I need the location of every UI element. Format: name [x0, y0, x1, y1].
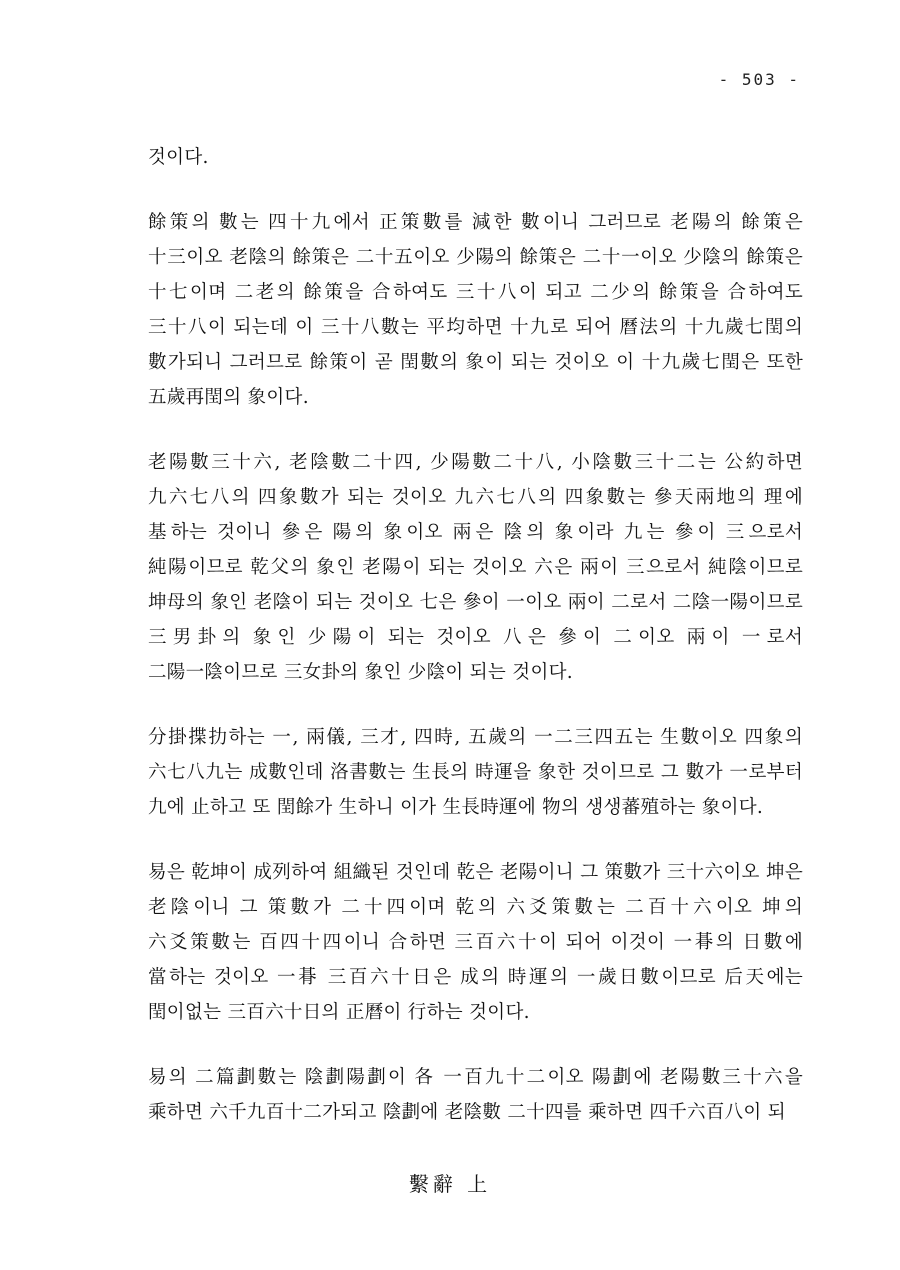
paragraph-remaining-stalks: 餘策의 數는 四十九에서 正策數를 減한 數이니 그러므로 老陽의 餘策은 十三이오 老陰의 餘策은 二十五이오 少陽의 餘策은 二十一이오 少陰의 餘策은 十七이며 二老의 餘策을 合하여도 三十八이 되고 二少의 餘策을 合하여도 三十八이 되는데 이 三十八數는 平均하면 十九로 되어 曆法의 十九歲七閏의 數가되니 그러므로 餘策이 곧 閏數의 象이 되는 것이오 이 十九歲七閏은 또한 五歲再閏의 象이다.	[148, 212, 803, 408]
paragraph-four-images: 老陽數三十六, 老陰數二十四, 少陽數二十八, 小陰數三十二는 公約하면 九六七八의 四象數가 되는 것이오 九六七八의 四象數는 參天兩地의 理에 基하는 것이니 參은 陽의 象이오 兩은 陰의 象이라 九는 參이 三으로서 純陽이므로 乾父의 象인 老陽이 되는 것이오 六은 兩이 三으로서 純陰이므로 坤母의 象인 老陰이 되는 것이오 七은 參이 一이오 兩이 二로서 二陰一陽이므로 三男卦의 象인 少陽이 되는 것이오 八은 參이 二이오 兩이 一로서 二陽一陰이므로 三女卦의 象인 少陰이 되는 것이다.	[148, 452, 803, 683]
page-number: - 503 -	[718, 70, 800, 89]
paragraph-generating-numbers: 分掛揲扐하는 一, 兩儀, 三才, 四時, 五歲의 一二三四五는 生數이오 四象의 六七八九는 成數인데 洛書數는 生長의 時運을 象한 것이므로 그 數가 一로부터 九에 止하고 또 閏餘가 生하니 이가 生長時運에 物의 생생蕃殖하는 象이다.	[148, 727, 803, 818]
document-body	[148, 140, 803, 1130]
paragraph-qian-kun: 易은 乾坤이 成列하여 組織된 것인데 乾은 老陽이니 그 策數가 三十六이오 坤은 老陰이니 그 策數가 二十四이며 乾의 六爻策數는 二百十六이오 坤의 六爻策數는 百四十四이니 合하면 三百六十이 되어 이것이 一朞의 日數에 當하는 것이오 一朞 三百六十日은 成의 時運의 一歲日數이므로 后天에는 閏이없는 三百六十日의 正曆이 行하는 것이다.	[148, 862, 803, 1023]
paragraph-continuation: 것이다.	[148, 147, 209, 168]
paragraph-two-chapters: 易의 二篇劃數는 陰劃陽劃이 各 一百九十二이오 陽劃에 老陽數三十六을 乘하면 六千九百十二가되고 陰劃에 老陰數 二十四를 乘하면 四千六百八이 되	[148, 1067, 803, 1123]
chapter-footer: 繫辭 上	[408, 1172, 492, 1196]
